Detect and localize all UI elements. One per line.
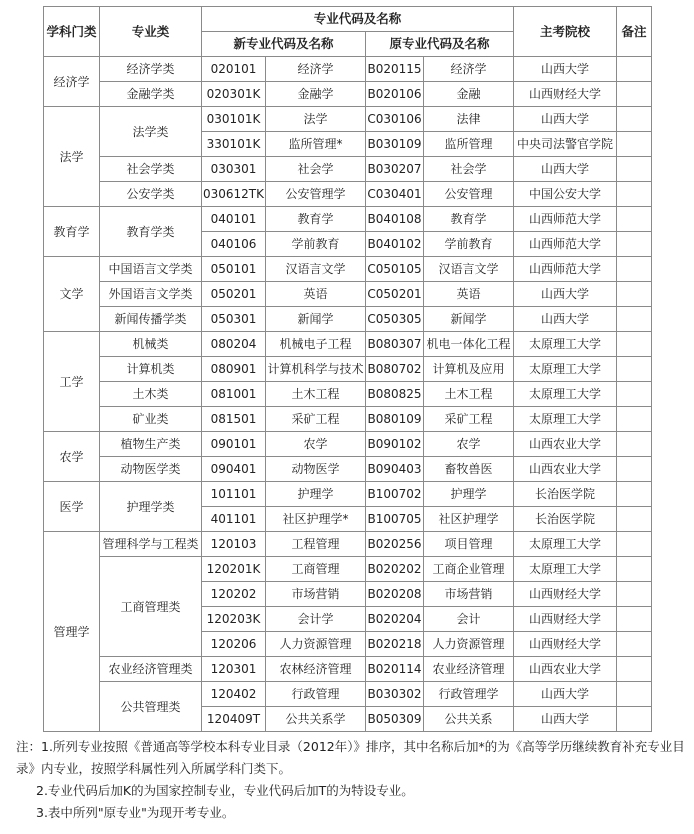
remarks-cell: [617, 282, 652, 307]
old-code-cell: B020114: [366, 657, 424, 682]
table-row: [44, 307, 652, 332]
header-remarks: 备注: [617, 7, 652, 57]
category-cell: 矿业类: [100, 407, 202, 432]
category-cell: 社会学类: [100, 157, 202, 182]
remarks-cell: [617, 557, 652, 582]
old-name-cell: 社会学: [424, 157, 514, 182]
remarks-cell: [617, 307, 652, 332]
category-cell: 工商管理类: [100, 557, 202, 657]
remarks-cell: [617, 432, 652, 457]
old-name-cell: 人力资源管理: [424, 632, 514, 657]
remarks-cell: [617, 532, 652, 557]
new-code-cell: 020301K: [202, 82, 266, 107]
school-cell: 山西农业大学: [514, 457, 617, 482]
school-cell: 长治医学院: [514, 482, 617, 507]
school-cell: 山西师范大学: [514, 207, 617, 232]
old-code-cell: C030401: [366, 182, 424, 207]
header-code-name: 专业代码及名称: [202, 7, 514, 32]
old-name-cell: 采矿工程: [424, 407, 514, 432]
category-cell: 计算机类: [100, 357, 202, 382]
old-code-cell: B080825: [366, 382, 424, 407]
old-code-cell: B020204: [366, 607, 424, 632]
new-name-cell: 新闻学: [266, 307, 366, 332]
old-code-cell: B040108: [366, 207, 424, 232]
old-code-cell: B050309: [366, 707, 424, 732]
old-code-cell: B040102: [366, 232, 424, 257]
remarks-cell: [617, 207, 652, 232]
table-body: [44, 57, 652, 732]
category-cell: 动物医学类: [100, 457, 202, 482]
remarks-cell: [617, 107, 652, 132]
old-name-cell: 计算机及应用: [424, 357, 514, 382]
table-row: [44, 407, 652, 432]
remarks-cell: [617, 607, 652, 632]
school-cell: 山西师范大学: [514, 232, 617, 257]
discipline-cell: 教育学: [44, 207, 100, 257]
new-name-cell: 汉语言文学: [266, 257, 366, 282]
category-cell: 管理科学与工程类: [100, 532, 202, 557]
header-category: 专业类: [100, 7, 202, 57]
old-name-cell: 畜牧兽医: [424, 457, 514, 482]
old-code-cell: B020106: [366, 82, 424, 107]
school-cell: 中央司法警官学院: [514, 132, 617, 157]
remarks-cell: [617, 632, 652, 657]
table-row: [44, 557, 652, 582]
new-name-cell: 农林经济管理: [266, 657, 366, 682]
old-name-cell: 护理学: [424, 482, 514, 507]
header-discipline: 学科门类: [44, 7, 100, 57]
new-code-cell: 090101: [202, 432, 266, 457]
remarks-cell: [617, 82, 652, 107]
old-code-cell: B090102: [366, 432, 424, 457]
new-name-cell: 经济学: [266, 57, 366, 82]
new-code-cell: 330101K: [202, 132, 266, 157]
old-name-cell: 汉语言文学: [424, 257, 514, 282]
category-cell: 公安学类: [100, 182, 202, 207]
school-cell: 山西大学: [514, 682, 617, 707]
category-cell: 土木类: [100, 382, 202, 407]
new-code-cell: 401101: [202, 507, 266, 532]
old-name-cell: 农业经济管理: [424, 657, 514, 682]
table-row: [44, 157, 652, 182]
new-name-cell: 护理学: [266, 482, 366, 507]
remarks-cell: [617, 682, 652, 707]
new-code-cell: 081501: [202, 407, 266, 432]
old-code-cell: B100702: [366, 482, 424, 507]
remarks-cell: [617, 157, 652, 182]
category-cell: 农业经济管理类: [100, 657, 202, 682]
old-name-cell: 市场营销: [424, 582, 514, 607]
header-old-code-name: 原专业代码及名称: [366, 32, 514, 57]
discipline-cell: 经济学: [44, 57, 100, 107]
new-name-cell: 金融学: [266, 82, 366, 107]
remarks-cell: [617, 332, 652, 357]
old-code-cell: C050201: [366, 282, 424, 307]
table-row: [44, 282, 652, 307]
school-cell: 山西大学: [514, 157, 617, 182]
new-name-cell: 社会学: [266, 157, 366, 182]
old-name-cell: 金融: [424, 82, 514, 107]
school-cell: 山西大学: [514, 57, 617, 82]
major-table: [43, 6, 652, 732]
table-row: [44, 107, 652, 132]
school-cell: 中国公安大学: [514, 182, 617, 207]
old-code-cell: B030207: [366, 157, 424, 182]
old-code-cell: B020202: [366, 557, 424, 582]
new-code-cell: 090401: [202, 457, 266, 482]
new-code-cell: 050301: [202, 307, 266, 332]
table-row: [44, 532, 652, 557]
table-row: [44, 332, 652, 357]
new-name-cell: 工商管理: [266, 557, 366, 582]
discipline-cell: 文学: [44, 257, 100, 332]
new-code-cell: 120409T: [202, 707, 266, 732]
remarks-cell: [617, 657, 652, 682]
old-code-cell: B080307: [366, 332, 424, 357]
school-cell: 山西财经大学: [514, 632, 617, 657]
school-cell: 山西大学: [514, 307, 617, 332]
remarks-cell: [617, 507, 652, 532]
school-cell: 太原理工大学: [514, 382, 617, 407]
category-cell: 外国语言文学类: [100, 282, 202, 307]
new-code-cell: 120402: [202, 682, 266, 707]
old-code-cell: B090403: [366, 457, 424, 482]
new-name-cell: 学前教育: [266, 232, 366, 257]
old-code-cell: C050305: [366, 307, 424, 332]
old-name-cell: 经济学: [424, 57, 514, 82]
discipline-cell: 法学: [44, 107, 100, 207]
old-name-cell: 土木工程: [424, 382, 514, 407]
school-cell: 山西师范大学: [514, 257, 617, 282]
old-name-cell: 农学: [424, 432, 514, 457]
remarks-cell: [617, 457, 652, 482]
new-name-cell: 采矿工程: [266, 407, 366, 432]
old-code-cell: B080702: [366, 357, 424, 382]
category-cell: 植物生产类: [100, 432, 202, 457]
new-code-cell: 050201: [202, 282, 266, 307]
school-cell: 太原理工大学: [514, 532, 617, 557]
table-row: [44, 57, 652, 82]
table-row: [44, 657, 652, 682]
table-row: [44, 682, 652, 707]
new-name-cell: 人力资源管理: [266, 632, 366, 657]
school-cell: 山西农业大学: [514, 657, 617, 682]
category-cell: 经济学类: [100, 57, 202, 82]
new-name-cell: 市场营销: [266, 582, 366, 607]
table-row: [44, 457, 652, 482]
category-cell: 金融学类: [100, 82, 202, 107]
discipline-cell: 医学: [44, 482, 100, 532]
remarks-cell: [617, 132, 652, 157]
table-row: [44, 207, 652, 232]
new-name-cell: 公安管理学: [266, 182, 366, 207]
new-name-cell: 法学: [266, 107, 366, 132]
remarks-cell: [617, 232, 652, 257]
old-code-cell: B080109: [366, 407, 424, 432]
remarks-cell: [617, 707, 652, 732]
category-cell: 公共管理类: [100, 682, 202, 732]
old-name-cell: 机电一体化工程: [424, 332, 514, 357]
school-cell: 山西大学: [514, 282, 617, 307]
category-cell: 法学类: [100, 107, 202, 157]
new-code-cell: 120203K: [202, 607, 266, 632]
new-code-cell: 101101: [202, 482, 266, 507]
new-code-cell: 030101K: [202, 107, 266, 132]
school-cell: 山西大学: [514, 707, 617, 732]
table-row: [44, 432, 652, 457]
new-code-cell: 040101: [202, 207, 266, 232]
old-name-cell: 英语: [424, 282, 514, 307]
remarks-cell: [617, 582, 652, 607]
old-code-cell: B100705: [366, 507, 424, 532]
school-cell: 太原理工大学: [514, 557, 617, 582]
school-cell: 山西财经大学: [514, 582, 617, 607]
new-code-cell: 120206: [202, 632, 266, 657]
school-cell: 太原理工大学: [514, 332, 617, 357]
new-code-cell: 120202: [202, 582, 266, 607]
table-row: [44, 82, 652, 107]
category-cell: 新闻传播学类: [100, 307, 202, 332]
note-1-continued: 录》内专业，按照学科属性列入所属学科门类下。: [16, 761, 292, 776]
remarks-cell: [617, 257, 652, 282]
new-code-cell: 120201K: [202, 557, 266, 582]
note-3: 3.表中所列"原专业"为现开考专业。: [36, 805, 235, 820]
old-name-cell: 公共关系: [424, 707, 514, 732]
old-name-cell: 学前教育: [424, 232, 514, 257]
old-name-cell: 会计: [424, 607, 514, 632]
school-cell: 长治医学院: [514, 507, 617, 532]
table-row: [44, 482, 652, 507]
old-code-cell: B020208: [366, 582, 424, 607]
remarks-cell: [617, 357, 652, 382]
new-code-cell: 080901: [202, 357, 266, 382]
new-code-cell: 080204: [202, 332, 266, 357]
category-cell: 教育学类: [100, 207, 202, 257]
school-cell: 太原理工大学: [514, 407, 617, 432]
school-cell: 山西大学: [514, 107, 617, 132]
remarks-cell: [617, 382, 652, 407]
school-cell: 太原理工大学: [514, 357, 617, 382]
old-code-cell: B030302: [366, 682, 424, 707]
old-name-cell: 新闻学: [424, 307, 514, 332]
discipline-cell: 管理学: [44, 532, 100, 732]
old-name-cell: 行政管理学: [424, 682, 514, 707]
note-2: 2.专业代码后加K的为国家控制专业，专业代码后加T的为特设专业。: [36, 783, 414, 798]
old-code-cell: B020115: [366, 57, 424, 82]
remarks-cell: [617, 482, 652, 507]
remarks-cell: [617, 57, 652, 82]
new-name-cell: 公共关系学: [266, 707, 366, 732]
category-cell: 护理学类: [100, 482, 202, 532]
old-code-cell: C030106: [366, 107, 424, 132]
old-code-cell: B020218: [366, 632, 424, 657]
old-code-cell: B030109: [366, 132, 424, 157]
discipline-cell: 工学: [44, 332, 100, 432]
new-name-cell: 英语: [266, 282, 366, 307]
new-name-cell: 社区护理学*: [266, 507, 366, 532]
school-cell: 山西财经大学: [514, 82, 617, 107]
table-row: [44, 382, 652, 407]
new-code-cell: 040106: [202, 232, 266, 257]
new-name-cell: 会计学: [266, 607, 366, 632]
old-name-cell: 工商企业管理: [424, 557, 514, 582]
table-row: [44, 357, 652, 382]
old-name-cell: 监所管理: [424, 132, 514, 157]
new-name-cell: 机械电子工程: [266, 332, 366, 357]
school-cell: 山西农业大学: [514, 432, 617, 457]
old-code-cell: C050105: [366, 257, 424, 282]
old-name-cell: 法律: [424, 107, 514, 132]
new-code-cell: 050101: [202, 257, 266, 282]
table-row: [44, 182, 652, 207]
new-code-cell: 020101: [202, 57, 266, 82]
category-cell: 机械类: [100, 332, 202, 357]
new-name-cell: 动物医学: [266, 457, 366, 482]
discipline-cell: 农学: [44, 432, 100, 482]
header-new-code-name: 新专业代码及名称: [202, 32, 366, 57]
old-name-cell: 教育学: [424, 207, 514, 232]
note-1: 注：1.所列专业按照《普通高等学校本科专业目录（2012年）》排序，其中名称后加*的为《高等学历继续教育补充专业目: [16, 739, 685, 754]
new-code-cell: 120103: [202, 532, 266, 557]
old-name-cell: 公安管理: [424, 182, 514, 207]
old-name-cell: 社区护理学: [424, 507, 514, 532]
new-code-cell: 030301: [202, 157, 266, 182]
new-code-cell: 120301: [202, 657, 266, 682]
old-code-cell: B020256: [366, 532, 424, 557]
table-row: [44, 257, 652, 282]
notes: [16, 736, 685, 824]
new-code-cell: 081001: [202, 382, 266, 407]
new-name-cell: 行政管理: [266, 682, 366, 707]
header-school: 主考院校: [514, 7, 617, 57]
new-name-cell: 教育学: [266, 207, 366, 232]
new-name-cell: 工程管理: [266, 532, 366, 557]
new-name-cell: 计算机科学与技术: [266, 357, 366, 382]
old-name-cell: 项目管理: [424, 532, 514, 557]
school-cell: 山西财经大学: [514, 607, 617, 632]
new-name-cell: 土木工程: [266, 382, 366, 407]
new-code-cell: 030612TK: [202, 182, 266, 207]
remarks-cell: [617, 407, 652, 432]
new-name-cell: 农学: [266, 432, 366, 457]
remarks-cell: [617, 182, 652, 207]
category-cell: 中国语言文学类: [100, 257, 202, 282]
new-name-cell: 监所管理*: [266, 132, 366, 157]
